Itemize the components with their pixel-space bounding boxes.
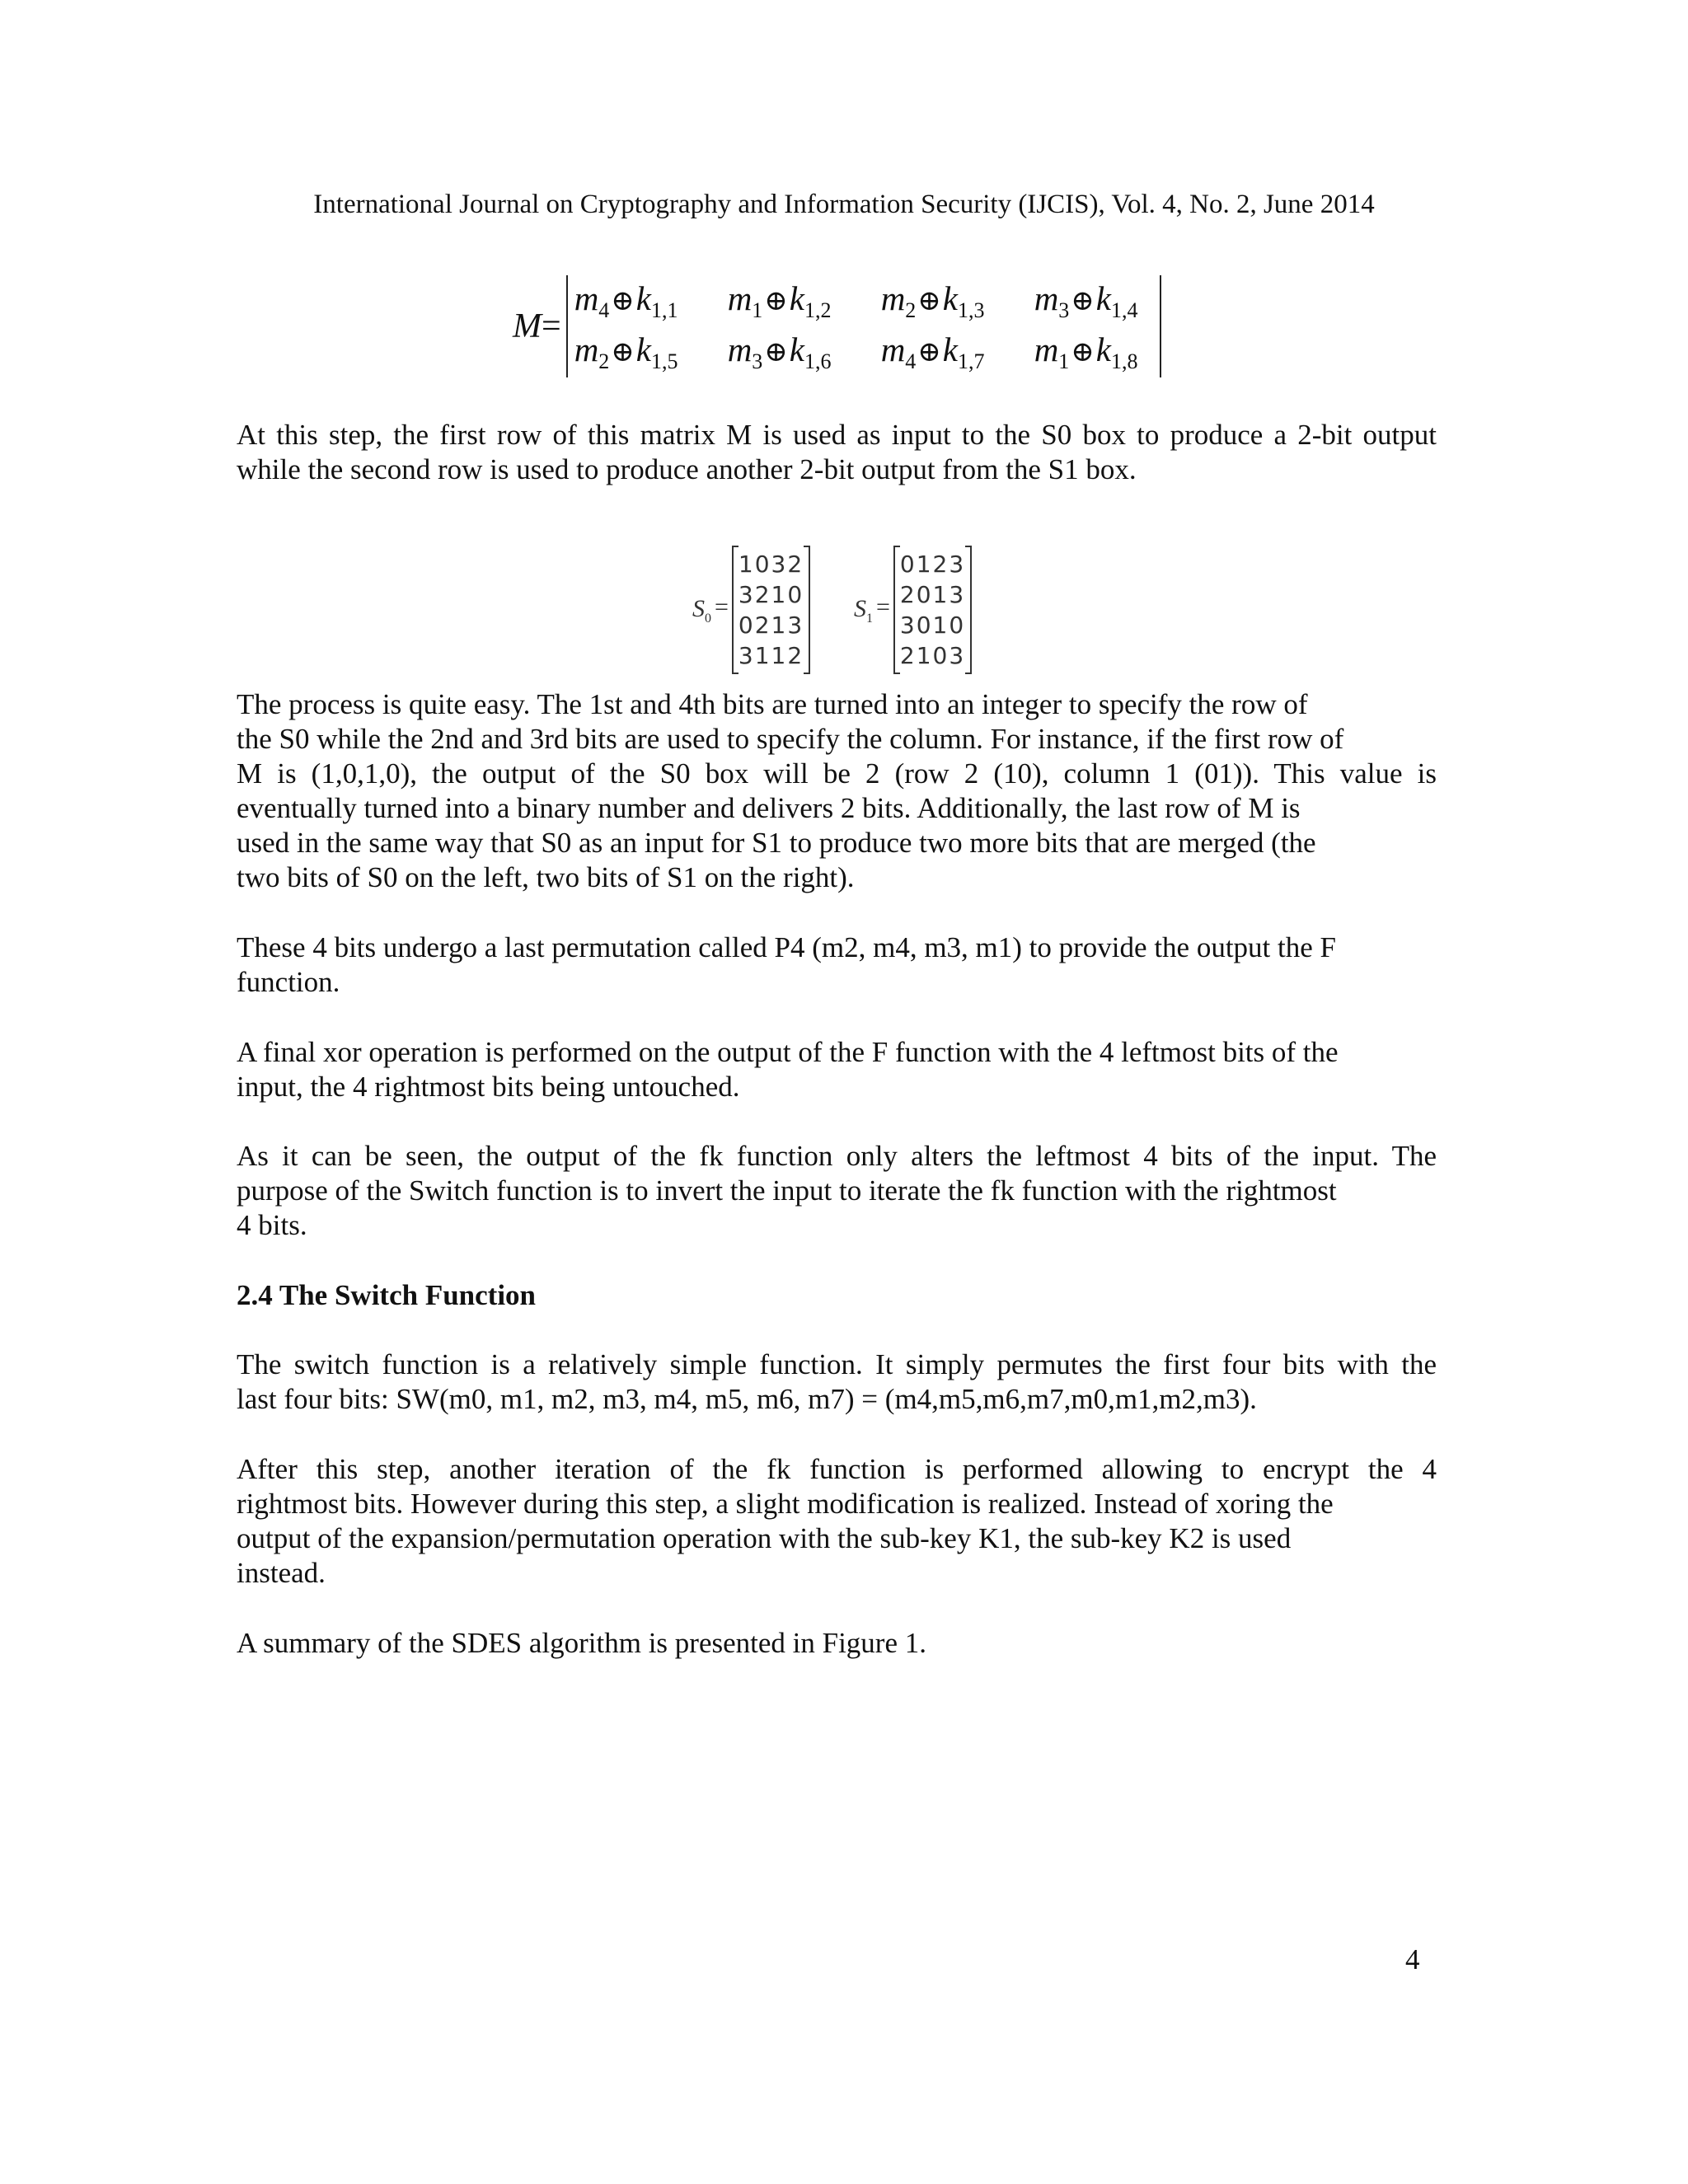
paragraph-final-xor [237, 1035, 1437, 1104]
matrix-m-cell: $m_3\oplus k_{1,4}$ [1034, 279, 1138, 322]
text-line: while the second row is used to produce another 2-bit output from the S1 box. [237, 453, 1137, 485]
paragraph-summary [237, 1626, 1437, 1661]
text-line: rightmost bits. However during this step, a slight modification is realized. Instead of xoring the [237, 1488, 1334, 1520]
text-line: function. [237, 966, 340, 998]
paragraph-fk-output [237, 1139, 1437, 1243]
paragraph-process-description [237, 687, 1437, 895]
equals-sign: = [876, 593, 890, 621]
text-line: eventually turned into a binary number and delivers 2 bits. Additionally, the last row of M is [237, 792, 1301, 824]
journal-header: International Journal on Cryptography and Information Security (IJCIS), Vol. 4, No. 2, June 2014 [313, 190, 1375, 219]
s1-bracket-matrix [893, 546, 972, 674]
matrix-m-cell: $m_3\oplus k_{1,6}$ [727, 330, 832, 373]
matrix-m-row [574, 275, 1155, 326]
s0-row: 3210 [738, 581, 804, 608]
text-line: These 4 bits undergo a last permutation called P4 (m2, m4, m3, m1) to provide the output the F [237, 931, 1336, 963]
matrix-m-cell: $m_1\oplus k_{1,2}$ [727, 279, 832, 322]
s1-label: $S_1$ [854, 595, 873, 626]
s1-row: 2013 [899, 581, 966, 608]
matrix-m-cell: $m_2\oplus k_{1,5}$ [574, 330, 678, 373]
text-line: used in the same way that S0 as an input for S1 to produce two more bits that are merged (the [237, 827, 1316, 859]
s0-label: $S_0$ [692, 595, 711, 626]
matrix-m-body [566, 275, 1161, 377]
s0-box-matrix [692, 546, 810, 674]
text-line: last four bits: SW(m0, m1, m2, m3, m4, m5, m6, m7) = (m4,m5,m6,m7,m0,m1,m2,m3). [237, 1383, 1257, 1415]
matrix-m-cell: $m_1\oplus k_{1,8}$ [1034, 330, 1138, 373]
text-line: After this step, another iteration of the fk function is performed allowing to encrypt the 4 [237, 1453, 1437, 1485]
text-line: M is (1,0,1,0), the output of the S0 box will be 2 (row 2 (10), column 1 (01)). This value is [237, 757, 1437, 790]
paragraph-s-box-input [237, 418, 1437, 487]
matrix-m-cell: $m_4\oplus k_{1,7}$ [880, 330, 985, 373]
text-line: purpose of the Switch function is to invert the input to iterate the fk function with the rightmost [237, 1174, 1337, 1207]
s1-row: 0123 [899, 551, 966, 578]
text-line: A final xor operation is performed on the output of the F function with the 4 leftmost bits of the [237, 1036, 1339, 1068]
s0-row: 1032 [738, 551, 804, 578]
text-line: 4 bits. [237, 1209, 307, 1241]
text-line: output of the expansion/permutation operation with the sub-key K1, the sub-key K2 is used [237, 1522, 1292, 1554]
paragraph-switch-function [237, 1347, 1437, 1417]
text-line: The switch function is a relatively simple function. It simply permutes the first four bits with the [237, 1348, 1437, 1380]
s1-row: 3010 [899, 612, 966, 639]
matrix-m-cell: $m_2\oplus k_{1,3}$ [880, 279, 985, 322]
text-line: A summary of the SDES algorithm is presented in Figure 1. [237, 1627, 926, 1659]
text-line: the S0 while the 2nd and 3rd bits are used to specify the column. For instance, if the first row of [237, 723, 1344, 755]
text-line: two bits of S0 on the left, two bits of S1 on the right). [237, 861, 855, 893]
s0-row: 0213 [738, 612, 804, 639]
text-line: The process is quite easy. The 1st and 4th bits are turned into an integer to specify the row of [237, 688, 1308, 720]
text-line: instead. [237, 1557, 326, 1589]
s0-row: 3112 [738, 642, 804, 669]
s1-row: 2103 [899, 642, 966, 669]
equals-sign: = [715, 593, 729, 621]
text-line: As it can be seen, the output of the fk function only alters the leftmost 4 bits of the input. The [237, 1140, 1437, 1172]
section-heading: 2.4 The Switch Function [237, 1279, 537, 1311]
matrix-m-label: M= [513, 307, 561, 345]
text-line: input, the 4 rightmost bits being untouched. [237, 1071, 740, 1103]
matrix-m-cell: $m_4\oplus k_{1,1}$ [574, 279, 678, 322]
paragraph-second-iteration [237, 1452, 1437, 1591]
s0-bracket-matrix [732, 546, 810, 674]
matrix-m-equation [513, 274, 1161, 379]
matrix-m-row [574, 326, 1155, 377]
s1-box-matrix [854, 546, 972, 674]
paragraph-p4-permutation [237, 930, 1437, 1000]
page-number: 4 [1405, 1943, 1420, 1975]
text-line: At this step, the first row of this matrix M is used as input to the S0 box to produce a 2-bit output [237, 419, 1437, 451]
